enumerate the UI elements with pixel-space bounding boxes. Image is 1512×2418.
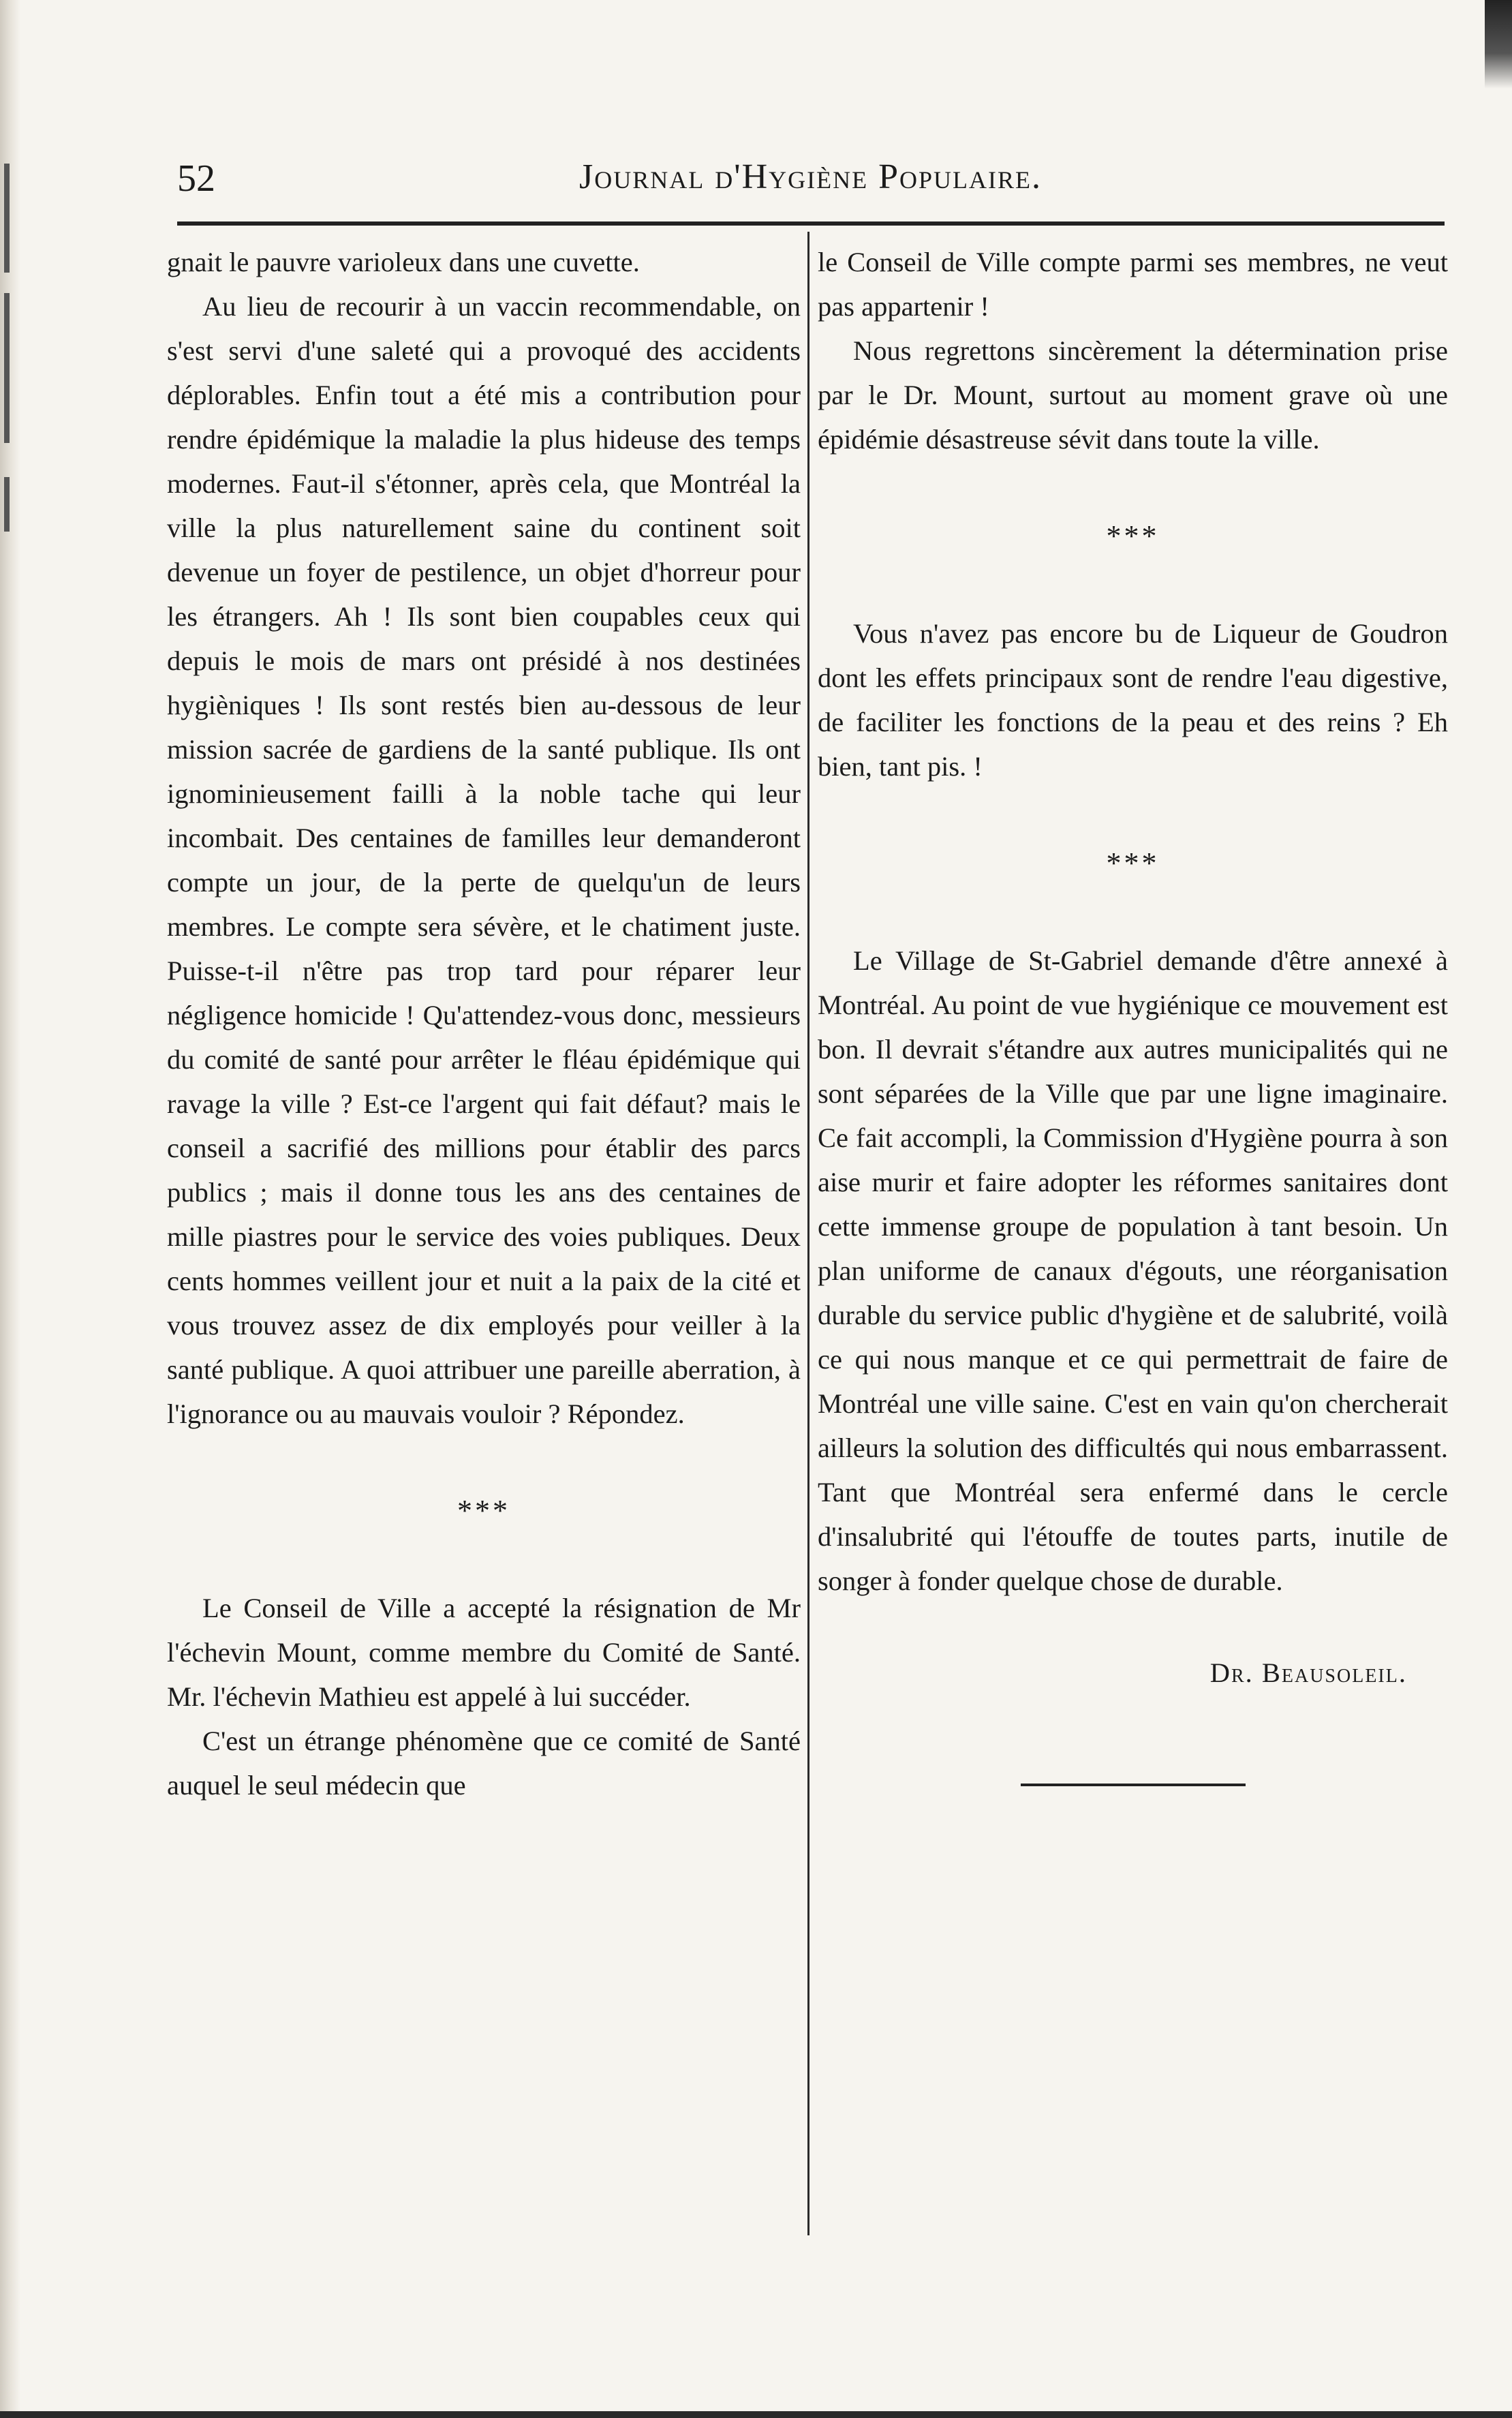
page-number: 52 (177, 157, 215, 200)
scan-corner-mark (1485, 0, 1512, 89)
running-title: Journal d'Hygiène Populaire. (579, 157, 1043, 196)
scan-bottom-edge (0, 2411, 1512, 2418)
left-column (167, 240, 801, 1807)
section-separator (167, 1436, 801, 1586)
section-separator (818, 461, 1448, 611)
right-column (818, 240, 1448, 1786)
paragraph: Le Village de St-Gabriel demande d'être annexé à Montréal. Au point de vue hygiénique ce mouvement est bon. Il devrait s'étandre aux autres municipalités qui ne sont séparées de la Ville que par une ligne imaginaire. Ce fait accompli, la Commission d'Hygiène pourra à son aise murir et faire adopter les réformes sanitaires dont cette immense groupe de population à tant besoin. Un plan uniforme de canaux d'égouts, une réorganisation durable du service public d'hygiène et de salubrité, voilà ce qui nous manque et ce qui permettrait de faire de Montréal une ville saine. C'est en vain qu'on chercherait ailleurs la solution des difficultés qui nous embarrassent. Tant que Montréal sera enfermé dans le cercle d'insalubrité qui l'étouffe de toutes parts, inutile de songer à fonder quelque chose de durable. (818, 945, 1448, 1596)
header-rule (177, 221, 1445, 226)
scan-speck (4, 293, 10, 443)
paragraph: gnait le pauvre varioleux dans une cuvette. (167, 247, 640, 277)
signature: Dr. Beausoleil. (1209, 1657, 1407, 1688)
scan-speck (4, 164, 10, 273)
page-header (177, 150, 1117, 211)
section-separator (818, 789, 1448, 938)
asterism: *** (1106, 846, 1160, 880)
paragraph: Le Conseil de Ville a accepté la résignation de Mr l'échevin Mount, comme membre du Comité de Santé. Mr. l'échevin Mathieu est appelé à lui succéder. (167, 1593, 801, 1712)
paragraph: Au lieu de recourir à un vaccin recommendable, on s'est servi d'une saleté qui a provoqué des accidents déplorables. Enfin tout a été mis a contribution pour rendre épidémique la maladie la plus hideuse des temps modernes. Faut-il s'étonner, après cela, que Montréal la ville la plus naturellement saine du continent soit devenue un foyer de pestilence, un objet d'horreur pour les étrangers. Ah ! Ils sont bien coupables ceux qui depuis le mois de mars ont présidé à nos destinées hygièniques ! Ils sont restés bien au-dessous de leur mission sacrée de gardiens de la santé publique. Ils ont ignominieusement failli à la noble tache qui leur incombait. Des centaines de familles leur demanderont compte un jour, de la perte de quelqu'un de leurs membres. Le compte sera sévère, et le chatiment juste. Puisse-t-il n'être pas trop tard pour réparer leur négligence homicide ! Qu'attendez-vous donc, messieurs du comité de santé pour arrêter le fléau épidémique qui ravage la ville ? Est-ce l'argent qui fait défaut? mais le conseil a sacrifié des millions pour établir des parcs publics ; mais il donne tous les ans des centaines de mille piastres pour le service des voies publiques. Deux cents hommes veillent jour et nuit a la paix de la cité et vous trouvez assez de dix employés pour veiller à la santé publique. A quoi attribuer une pareille aberration, à l'ignorance ou au mauvais vouloir ? Répondez. (167, 291, 801, 1429)
column-divider (807, 232, 809, 2235)
asterism: *** (1106, 519, 1160, 553)
paragraph: Nous regrettons sincèrement la détermination prise par le Dr. Mount, surtout au moment grave où une épidémie désastreuse sévit dans toute la ville. (818, 335, 1448, 455)
end-rule (1021, 1784, 1246, 1786)
scan-speck (4, 477, 10, 532)
scan-edge-left (0, 0, 20, 2418)
paragraph: C'est un étrange phénomène que ce comité de Santé auquel le seul médecin que (167, 1726, 801, 1801)
paragraph: le Conseil de Ville compte parmi ses membres, ne veut pas appartenir ! (818, 247, 1448, 322)
paragraph: Vous n'avez pas encore bu de Liqueur de Goudron dont les effets principaux sont de rendre l'eau digestive, de faciliter les fonctions de la peau et des reins ? Eh bien, tant pis. ! (818, 618, 1448, 782)
asterism: *** (457, 1494, 510, 1527)
